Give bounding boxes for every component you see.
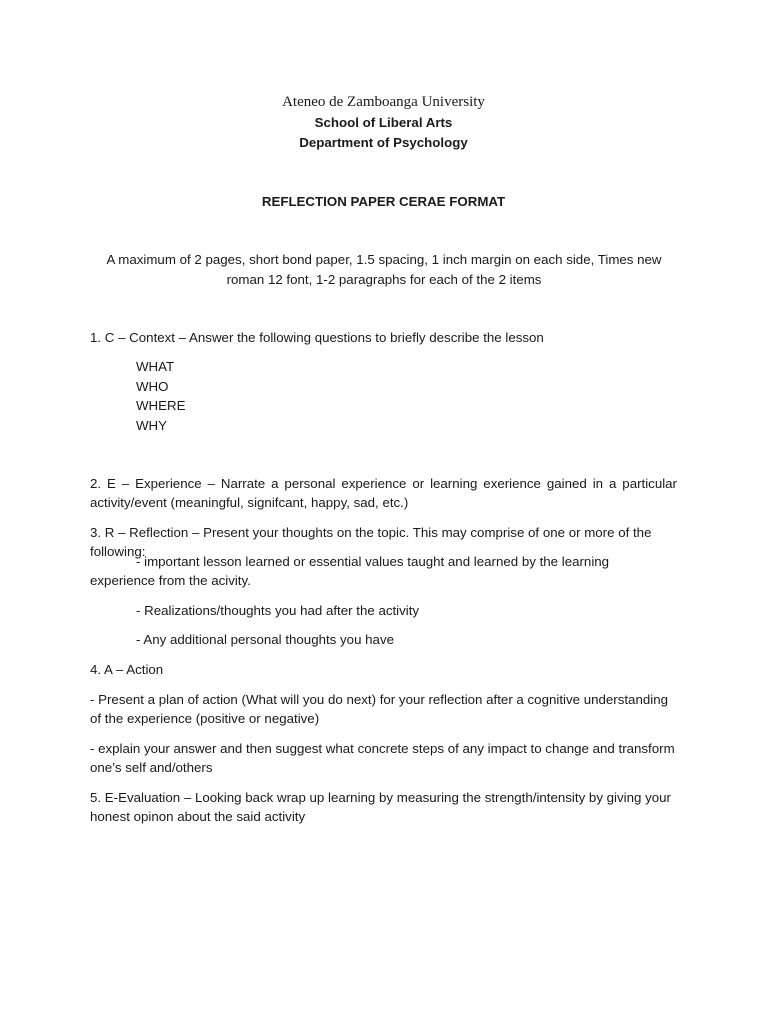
- action-point-plan: - Present a plan of action (What will you do next) for your reflection after a cognitive understanding of the experience (positive or negative): [90, 692, 668, 726]
- action-heading: 4. A – Action: [90, 662, 164, 677]
- reflection-point-lesson: - important lesson learned or essential values taught and learned by the learning experience from the acivity.: [90, 554, 610, 588]
- context-questions-list: [136, 357, 436, 435]
- format-instructions: A maximum of 2 pages, short bond paper, 1.5 spacing, 1 inch margin on each side, Times new roman 12 font, 1-2 paragraphs for each of the 2 items: [106, 252, 662, 287]
- evaluation-item: 5. E-Evaluation – Looking back wrap up learning by measuring the strength/intensity by giving your honest opinon about the said activity: [90, 790, 671, 824]
- reflection-point-realizations: - Realizations/thoughts you had after the activity: [136, 603, 420, 618]
- school-name: School of Liberal Arts: [314, 115, 453, 130]
- question-where: WHERE: [136, 398, 186, 413]
- question-who: WHO: [136, 378, 169, 394]
- university-name: Ateneo de Zamboanga University: [282, 94, 485, 110]
- document-title: REFLECTION PAPER CERAE FORMAT: [261, 194, 506, 209]
- reflection-point-additional: - Any additional personal thoughts you have: [136, 632, 394, 647]
- action-point-explain: - explain your answer and then suggest what concrete steps of any impact to change and transform one’s self and/others: [90, 741, 675, 775]
- reflection-heading: 3. R – Reflection – Present your thoughts on the topic. This may comprise of one or more of the following:: [90, 525, 652, 559]
- question-why: WHY: [136, 417, 168, 433]
- question-what: WHAT: [136, 359, 175, 374]
- experience-item: 2. E – Experience – Narrate a personal experience or learning exerience gained in a particular activity/event (meaningful, signifcant, happy, sad, etc.): [90, 476, 677, 510]
- context-heading: 1. C – Context – Answer the following questions to briefly describe the lesson: [90, 330, 544, 345]
- department-name: Department of Psychology: [299, 135, 468, 150]
